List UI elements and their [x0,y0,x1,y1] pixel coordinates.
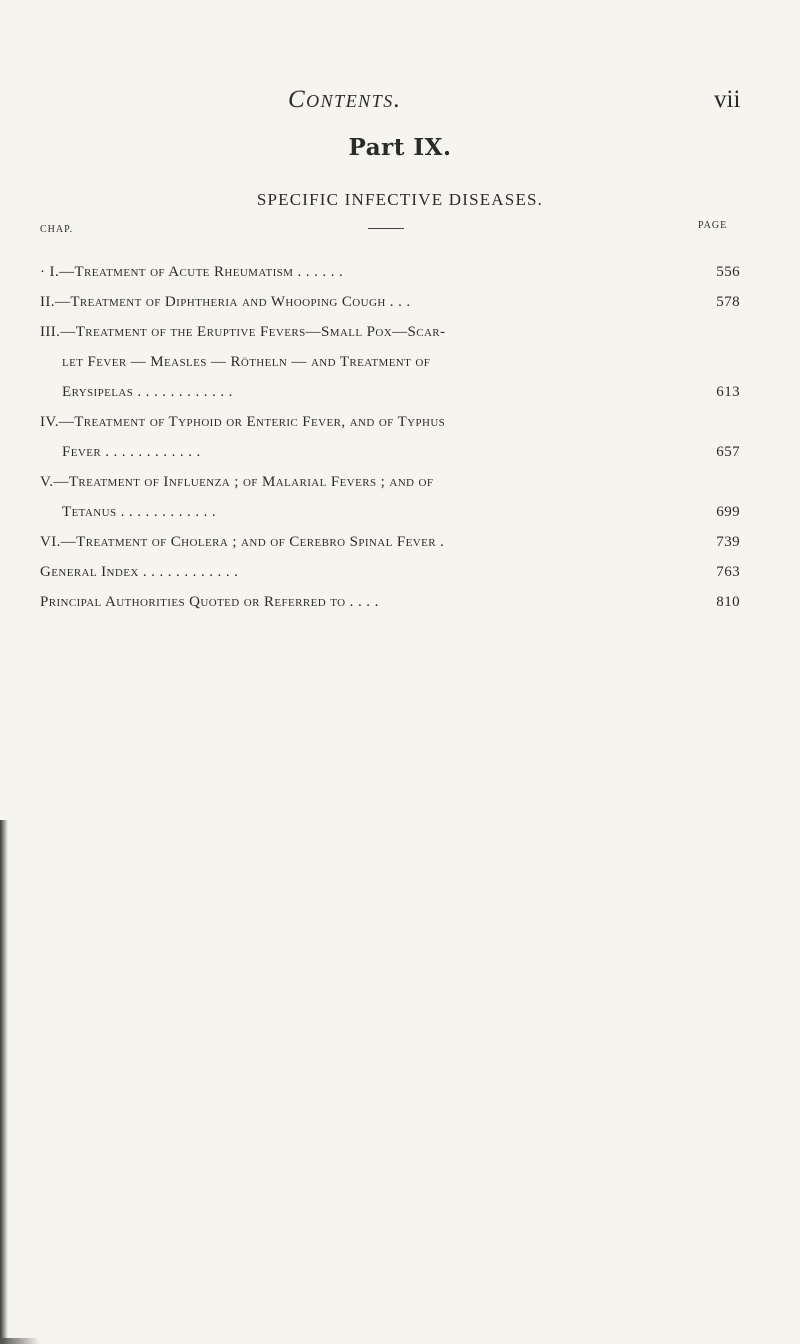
page-gutter-shadow [0,820,8,1344]
toc-entry-page: 699 [716,504,740,520]
column-labels [0,220,800,240]
toc-entry-page: 578 [716,294,740,310]
running-head [0,86,800,120]
toc-entry-line: VI.—Treatment of Cholera ; and of Cerebro Spinal Fever . [40,534,445,550]
table-of-contents [40,257,740,617]
toc-entry-line: III.—Treatment of the Eruptive Fevers—Small Pox—Scar- [40,324,446,340]
toc-entry-page: 556 [716,264,740,280]
toc-entry-line-continued: Fever . . . . . . . . . . . . [62,444,201,460]
toc-entry-chapter-4 [40,407,740,467]
toc-entry-authorities [40,587,740,617]
toc-entry-line-continued: let Fever — Measles — Rötheln — and Treatment of [62,354,431,370]
toc-entry-general-index [40,557,740,587]
toc-entry-line: · I.—Treatment of Acute Rheumatism . . . . . . [40,264,344,280]
toc-entry-line: Principal Authorities Quoted or Referred to . . . . [40,594,379,610]
section-heading: SPECIFIC INFECTIVE DISEASES. [256,190,544,209]
heading-rule [368,228,404,229]
part-label: Part IX. [348,134,452,161]
toc-entry-page: 739 [716,534,740,550]
page-gutter-foot [0,1338,40,1344]
toc-entry-page: 657 [716,444,740,460]
toc-entry-line: IV.—Treatment of Typhoid or Enteric Fever, and of Typhus [40,414,446,430]
page-number: vii [714,86,741,113]
toc-entry-page: 613 [716,384,740,400]
chap-column-label: CHAP. [40,224,74,235]
toc-entry-line-continued: Erysipelas . . . . . . . . . . . . [62,384,233,400]
toc-entry-chapter-6 [40,527,740,557]
toc-entry-chapter-1 [40,257,740,287]
toc-entry-line: V.—Treatment of Influenza ; of Malarial Fevers ; and of [40,474,434,490]
toc-entry-chapter-5 [40,467,740,527]
toc-entry-line: II.—Treatment of Diphtheria and Whooping Cough . . . [40,294,411,310]
toc-entry-chapter-3 [40,317,740,407]
page-column-label: PAGE [698,220,728,231]
toc-entry-line-continued: Tetanus . . . . . . . . . . . . [62,504,217,520]
toc-entry-line: General Index . . . . . . . . . . . . [40,564,239,580]
toc-entry-page: 763 [716,564,740,580]
part-heading [0,134,800,161]
running-head-title: Contents. [288,86,402,113]
toc-entry-page: 810 [716,594,740,610]
toc-entry-chapter-2 [40,287,740,317]
